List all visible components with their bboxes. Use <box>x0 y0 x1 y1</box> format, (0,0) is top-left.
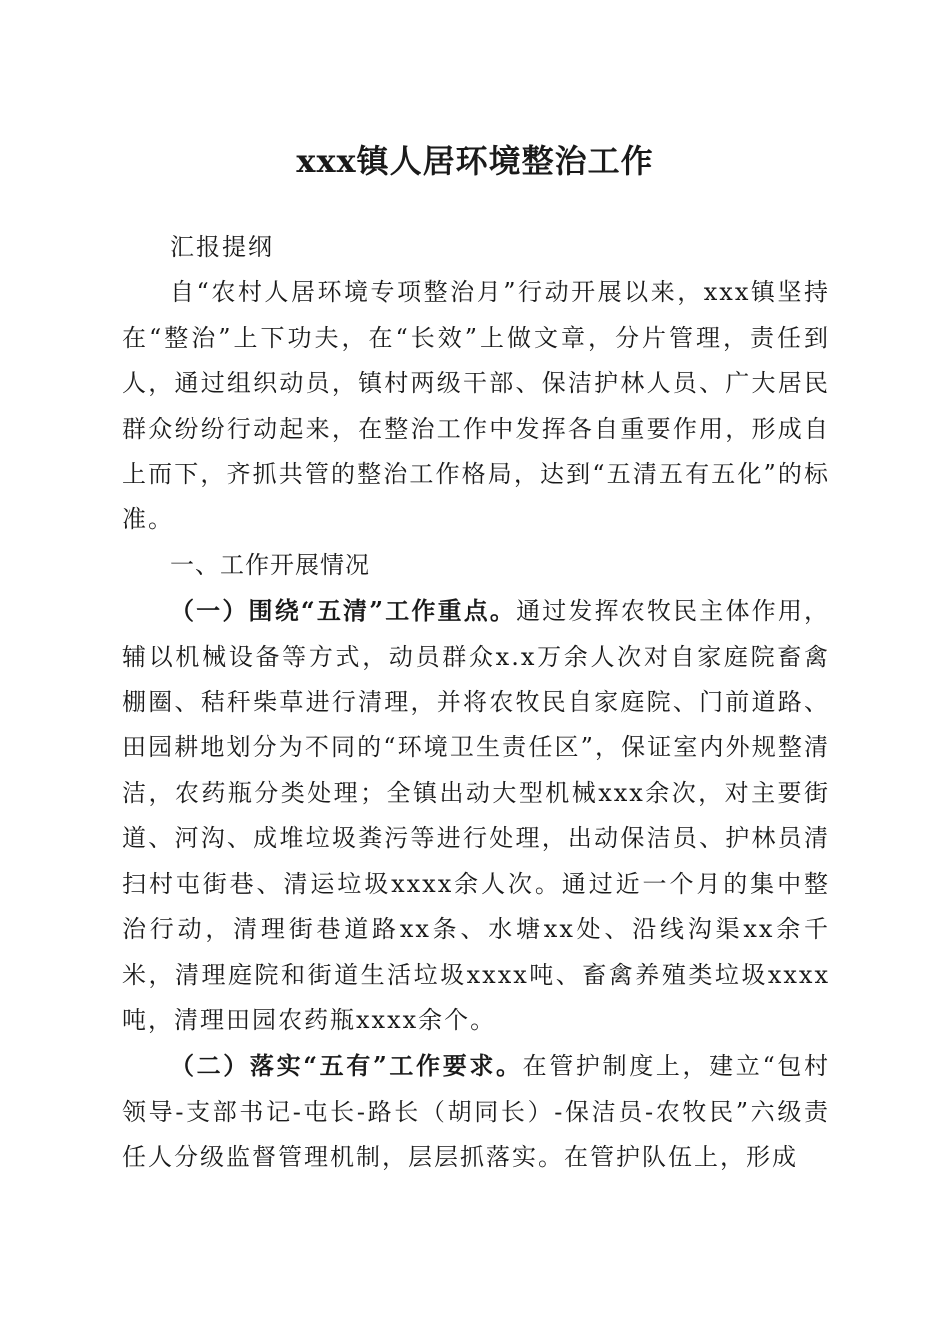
paragraph-five-have <box>122 1043 830 1180</box>
paragraph-lead: （一）围绕“五清”工作重点。 <box>170 596 517 626</box>
paragraph-lead: （二）落实“五有”工作要求。 <box>170 1051 523 1081</box>
paragraph-body: 通过发挥农牧民主体作用，辅以机械设备等方式，动员群众x.x万余人次对自家庭院畜禽棚圈、秸秆柴草进行清理，并将农牧民自家庭院、门前道路、田园耕地划分为不同的“环境卫生责任区”，保证室内外规整清洁，农药瓶分类处理；全镇出动大型机械xxx余次，对主要街道、河沟、成堆垃圾粪污等进行处理，出动保洁员、护林员清扫村屯街巷、清运垃圾xxxx余人次。通过近一个月的集中整治行动，清理街巷道路xx条、水塘xx处、沿线沟渠xx余千米，清理庭院和街道生活垃圾xxxx吨、畜禽养殖类垃圾xxxx吨，清理田园农药瓶xxxx余个。 <box>122 597 831 1034</box>
document-body <box>122 225 830 1181</box>
section-heading: 一、工作开展情况 <box>170 550 370 579</box>
subtitle: 汇报提纲 <box>170 233 274 261</box>
intro-paragraph: 自“农村人居环境专项整治月”行动开展以来，xxx镇坚持在“整治”上下功夫，在“长效”上做文章，分片管理，责任到人，通过组织动员，镇村两级干部、保洁护林人员、广大居民群众纷纷行动起来，在整治工作中发挥各自重要作用，形成自上而下，齐抓共管的整治工作格局，达到“五清五有五化”的标准。 <box>122 278 830 534</box>
document-title: xxx镇人居环境整治工作 <box>296 142 654 180</box>
paragraph-body: 在管护制度上，建立“包村领导-支部书记-屯长-路长（胡同长）-保洁员-农牧民”六级责任人分级监督管理机制，层层抓落实。在管护队伍上，形成 <box>122 1052 830 1172</box>
paragraph-five-clean <box>122 588 830 1043</box>
